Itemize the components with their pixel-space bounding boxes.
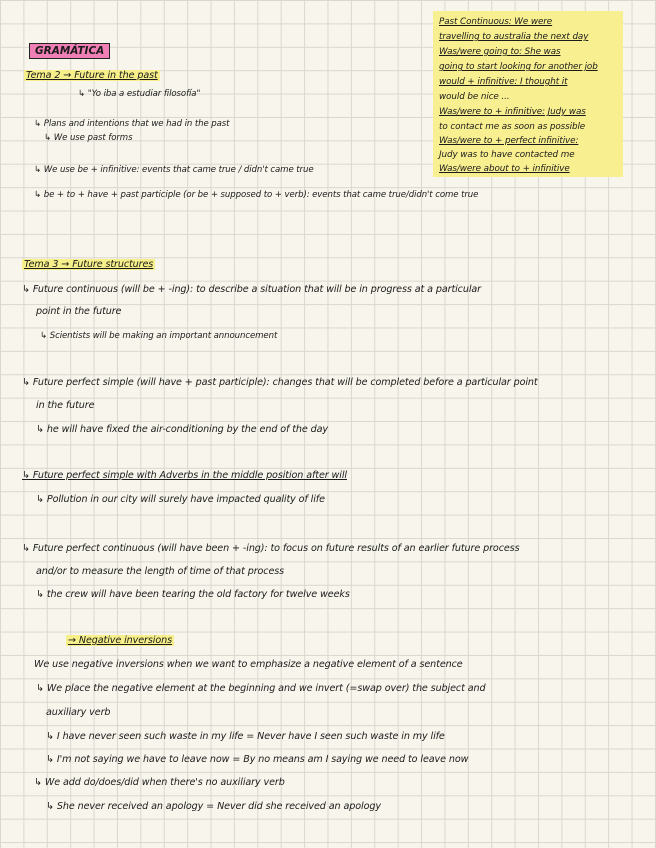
negative-inversions-heading: → Negative inversions <box>68 635 172 646</box>
neg-line: We use negative inversions when we want to emphasize a negative element of a sentence <box>34 659 463 670</box>
future-perfect-continuous-cont: and/or to measure the length of time of that process <box>36 566 285 577</box>
note-line: would + infinitive: I thought it <box>439 77 568 87</box>
tema2-be-infinitive: ↳ We use be + infinitive: events that came true / didn't came true <box>34 165 314 175</box>
note-line: Was/were to + perfect infinitive: <box>439 136 579 146</box>
tema2-heading: Tema 2 → Future in the past <box>26 70 158 81</box>
note-line: Was/were about to + infinitive <box>439 164 570 174</box>
sticky-note-past-forms <box>433 11 623 177</box>
note-line: going to start looking for another job <box>439 62 598 72</box>
page-title: GRAMÁTICA <box>29 43 110 59</box>
note-line: Was/were to + infinitive: Judy was <box>439 107 586 117</box>
note-line: Judy was to have contacted me <box>439 150 575 160</box>
tema3-heading: Tema 3 → Future structures <box>24 259 154 270</box>
note-line: Was/were going to: She was <box>439 47 561 57</box>
tema2-past-forms: ↳ We use past forms <box>44 133 133 143</box>
neg-line: ↳ I'm not saying we have to leave now = By no means am I saying we need to leave now <box>46 754 469 765</box>
future-perfect-simple: ↳ Future perfect simple (will have + past participle): changes that will be completed before a particular point <box>22 377 538 388</box>
future-perfect-simple-example: ↳ he will have fixed the air-conditioning by the end of the day <box>36 424 328 435</box>
future-perfect-simple-cont: in the future <box>36 400 95 411</box>
future-perfect-adverbs: ↳ Future perfect simple with Adverbs in the middle position after will <box>22 470 347 481</box>
neg-line: auxiliary verb <box>46 707 111 718</box>
note-line: Past Continuous: We were <box>439 17 553 27</box>
neg-line: ↳ We place the negative element at the beginning and we invert (=swap over) the subject and <box>36 683 486 694</box>
future-continuous-cont: point in the future <box>36 306 122 317</box>
future-perfect-adverbs-example: ↳ Pollution in our city will surely have impacted quality of life <box>36 494 325 505</box>
neg-line: ↳ We add do/does/did when there's no auxiliary verb <box>34 777 285 788</box>
note-line: travelling to australia the next day <box>439 32 589 42</box>
future-perfect-continuous-example: ↳ the crew will have been tearing the old factory for twelve weeks <box>36 589 350 600</box>
neg-line: ↳ I have never seen such waste in my life = Never have I seen such waste in my life <box>46 731 445 742</box>
future-perfect-continuous: ↳ Future perfect continuous (will have been + -ing): to focus on future results of an earlier future process <box>22 543 520 554</box>
note-line: would be nice ... <box>439 92 510 102</box>
note-line: to contact me as soon as possible <box>439 122 586 132</box>
future-continuous: ↳ Future continuous (will be + -ing): to describe a situation that will be in progress at a particular <box>22 284 482 295</box>
tema2-plans: ↳ Plans and intentions that we had in the past <box>34 119 230 129</box>
neg-line: ↳ She never received an apology = Never did she received an apology <box>46 801 381 812</box>
future-continuous-example: ↳ Scientists will be making an important announcement <box>40 331 278 341</box>
tema2-be-to: ↳ be + to + have + past participle (or be + supposed to + verb): events that came true/didn't come true <box>34 190 479 200</box>
tema2-example: ↳ "Yo iba a estudiar filosofía" <box>78 89 201 99</box>
